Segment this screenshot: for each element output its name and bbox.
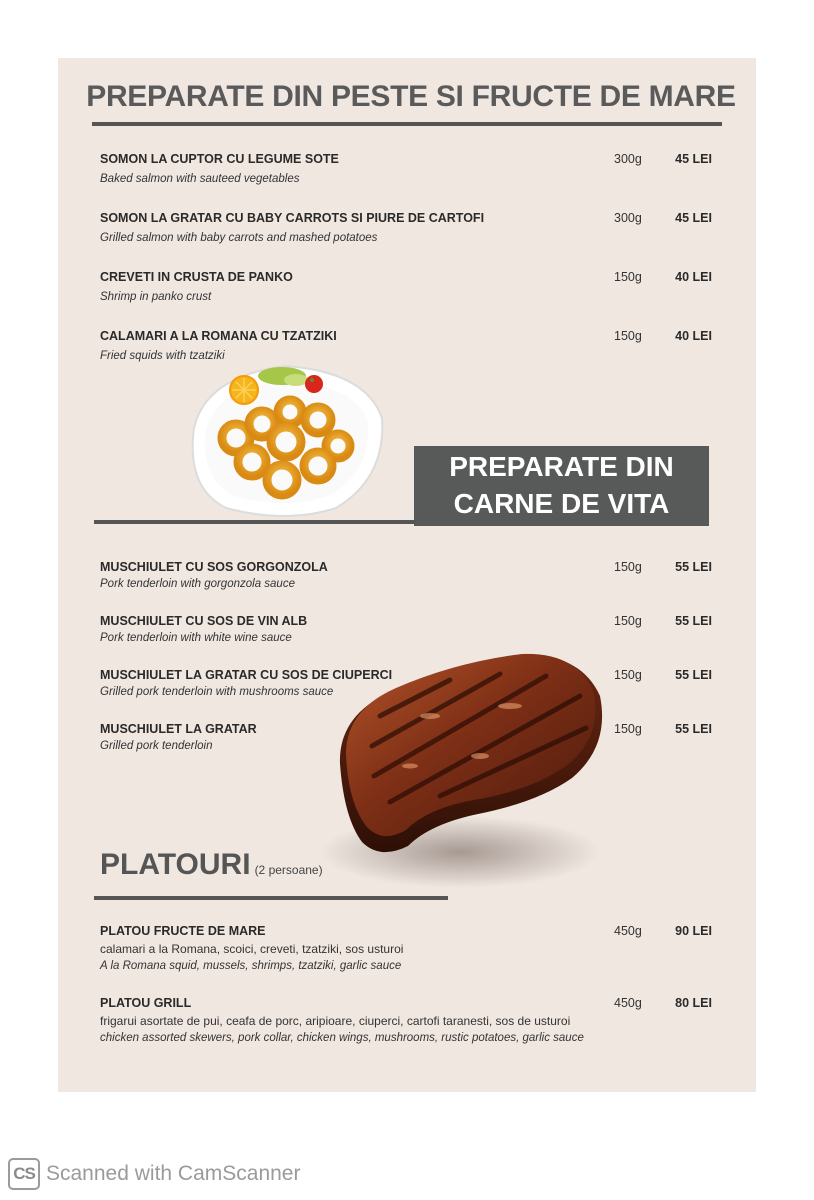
- menu-item: [100, 211, 712, 255]
- item-description: Grilled pork tenderloin: [100, 740, 213, 752]
- item-price: 55 LEI: [675, 614, 712, 628]
- menu-item: [100, 560, 712, 604]
- menu-item: [100, 668, 712, 712]
- item-weight: 150g: [614, 329, 642, 343]
- item-description: Pork tenderloin with gorgonzola sauce: [100, 578, 295, 590]
- platters-title: PLATOURI: [100, 848, 251, 881]
- item-price: 45 LEI: [675, 211, 712, 225]
- item-weight: 150g: [614, 668, 642, 682]
- menu-item: [100, 722, 712, 766]
- beef-title-underline: [94, 520, 416, 524]
- item-weight: 150g: [614, 270, 642, 284]
- watermark-text: Scanned with CamScanner: [46, 1162, 301, 1185]
- item-ingredients-en: A la Romana squid, mussels, shrimps, tzatziki, garlic sauce: [100, 960, 402, 972]
- item-description: Grilled pork tenderloin with mushrooms sauce: [100, 686, 334, 698]
- item-price: 80 LEI: [675, 996, 712, 1010]
- item-weight: 150g: [614, 560, 642, 574]
- item-weight: 300g: [614, 152, 642, 166]
- scanner-watermark: [8, 1158, 300, 1192]
- item-name: MUSCHIULET LA GRATAR CU SOS DE CIUPERCI: [100, 668, 393, 682]
- menu-item: [100, 614, 712, 658]
- beef-title-line2: CARNE DE VITA: [453, 488, 670, 519]
- item-name: PLATOU GRILL: [100, 996, 192, 1010]
- item-name: PLATOU FRUCTE DE MARE: [100, 924, 266, 938]
- item-name: MUSCHIULET CU SOS GORGONZOLA: [100, 560, 328, 574]
- seafood-title-underline: [92, 122, 722, 126]
- item-weight: 450g: [614, 996, 642, 1010]
- item-name: CREVETI IN CRUSTA DE PANKO: [100, 270, 293, 284]
- item-weight: 150g: [614, 722, 642, 736]
- item-name: SOMON LA CUPTOR CU LEGUME SOTE: [100, 152, 339, 166]
- seafood-section-title: PREPARATE DIN PESTE SI FRUCTE DE MARE: [86, 80, 736, 113]
- item-price: 90 LEI: [675, 924, 712, 938]
- item-weight: 450g: [614, 924, 642, 938]
- item-ingredients-en: chicken assorted skewers, pork collar, chicken wings, mushrooms, rustic potatoes, garlic sauce: [100, 1032, 584, 1044]
- menu-item: [100, 152, 712, 196]
- beef-title-line1: PREPARATE DIN: [449, 451, 674, 482]
- item-description: Fried squids with tzatziki: [100, 350, 225, 362]
- item-name: MUSCHIULET LA GRATAR: [100, 722, 257, 736]
- item-description: Pork tenderloin with white wine sauce: [100, 632, 292, 644]
- calamari-plate-image: [186, 358, 386, 520]
- item-price: 40 LEI: [675, 329, 712, 343]
- item-price: 55 LEI: [675, 668, 712, 682]
- item-weight: 300g: [614, 211, 642, 225]
- item-ingredients-ro: frigarui asortate de pui, ceafa de porc, aripioare, ciuperci, cartofi taranesti, sos de usturoi: [100, 1014, 571, 1028]
- item-description: Baked salmon with sauteed vegetables: [100, 173, 300, 185]
- item-description: Shrimp in panko crust: [100, 291, 212, 303]
- item-description: Grilled salmon with baby carrots and mashed potatoes: [100, 232, 378, 244]
- item-name: CALAMARI A LA ROMANA CU TZATZIKI: [100, 329, 337, 343]
- menu-item: [100, 270, 712, 314]
- item-price: 40 LEI: [675, 270, 712, 284]
- item-name: MUSCHIULET CU SOS DE VIN ALB: [100, 614, 308, 628]
- camscanner-logo-icon: CS: [8, 1158, 40, 1190]
- item-price: 55 LEI: [675, 560, 712, 574]
- item-name: SOMON LA GRATAR CU BABY CARROTS SI PIURE DE CARTOFI: [100, 211, 485, 225]
- menu-page: [58, 58, 756, 1092]
- item-price: 55 LEI: [675, 722, 712, 736]
- platters-subtitle: (2 persoane): [254, 863, 323, 877]
- item-weight: 150g: [614, 614, 642, 628]
- beef-section-title: [414, 446, 709, 526]
- item-ingredients-ro: calamari a la Romana, scoici, creveti, tzatziki, sos usturoi: [100, 942, 404, 956]
- item-price: 45 LEI: [675, 152, 712, 166]
- platters-section-title: [100, 848, 323, 882]
- platters-title-underline: [94, 896, 448, 900]
